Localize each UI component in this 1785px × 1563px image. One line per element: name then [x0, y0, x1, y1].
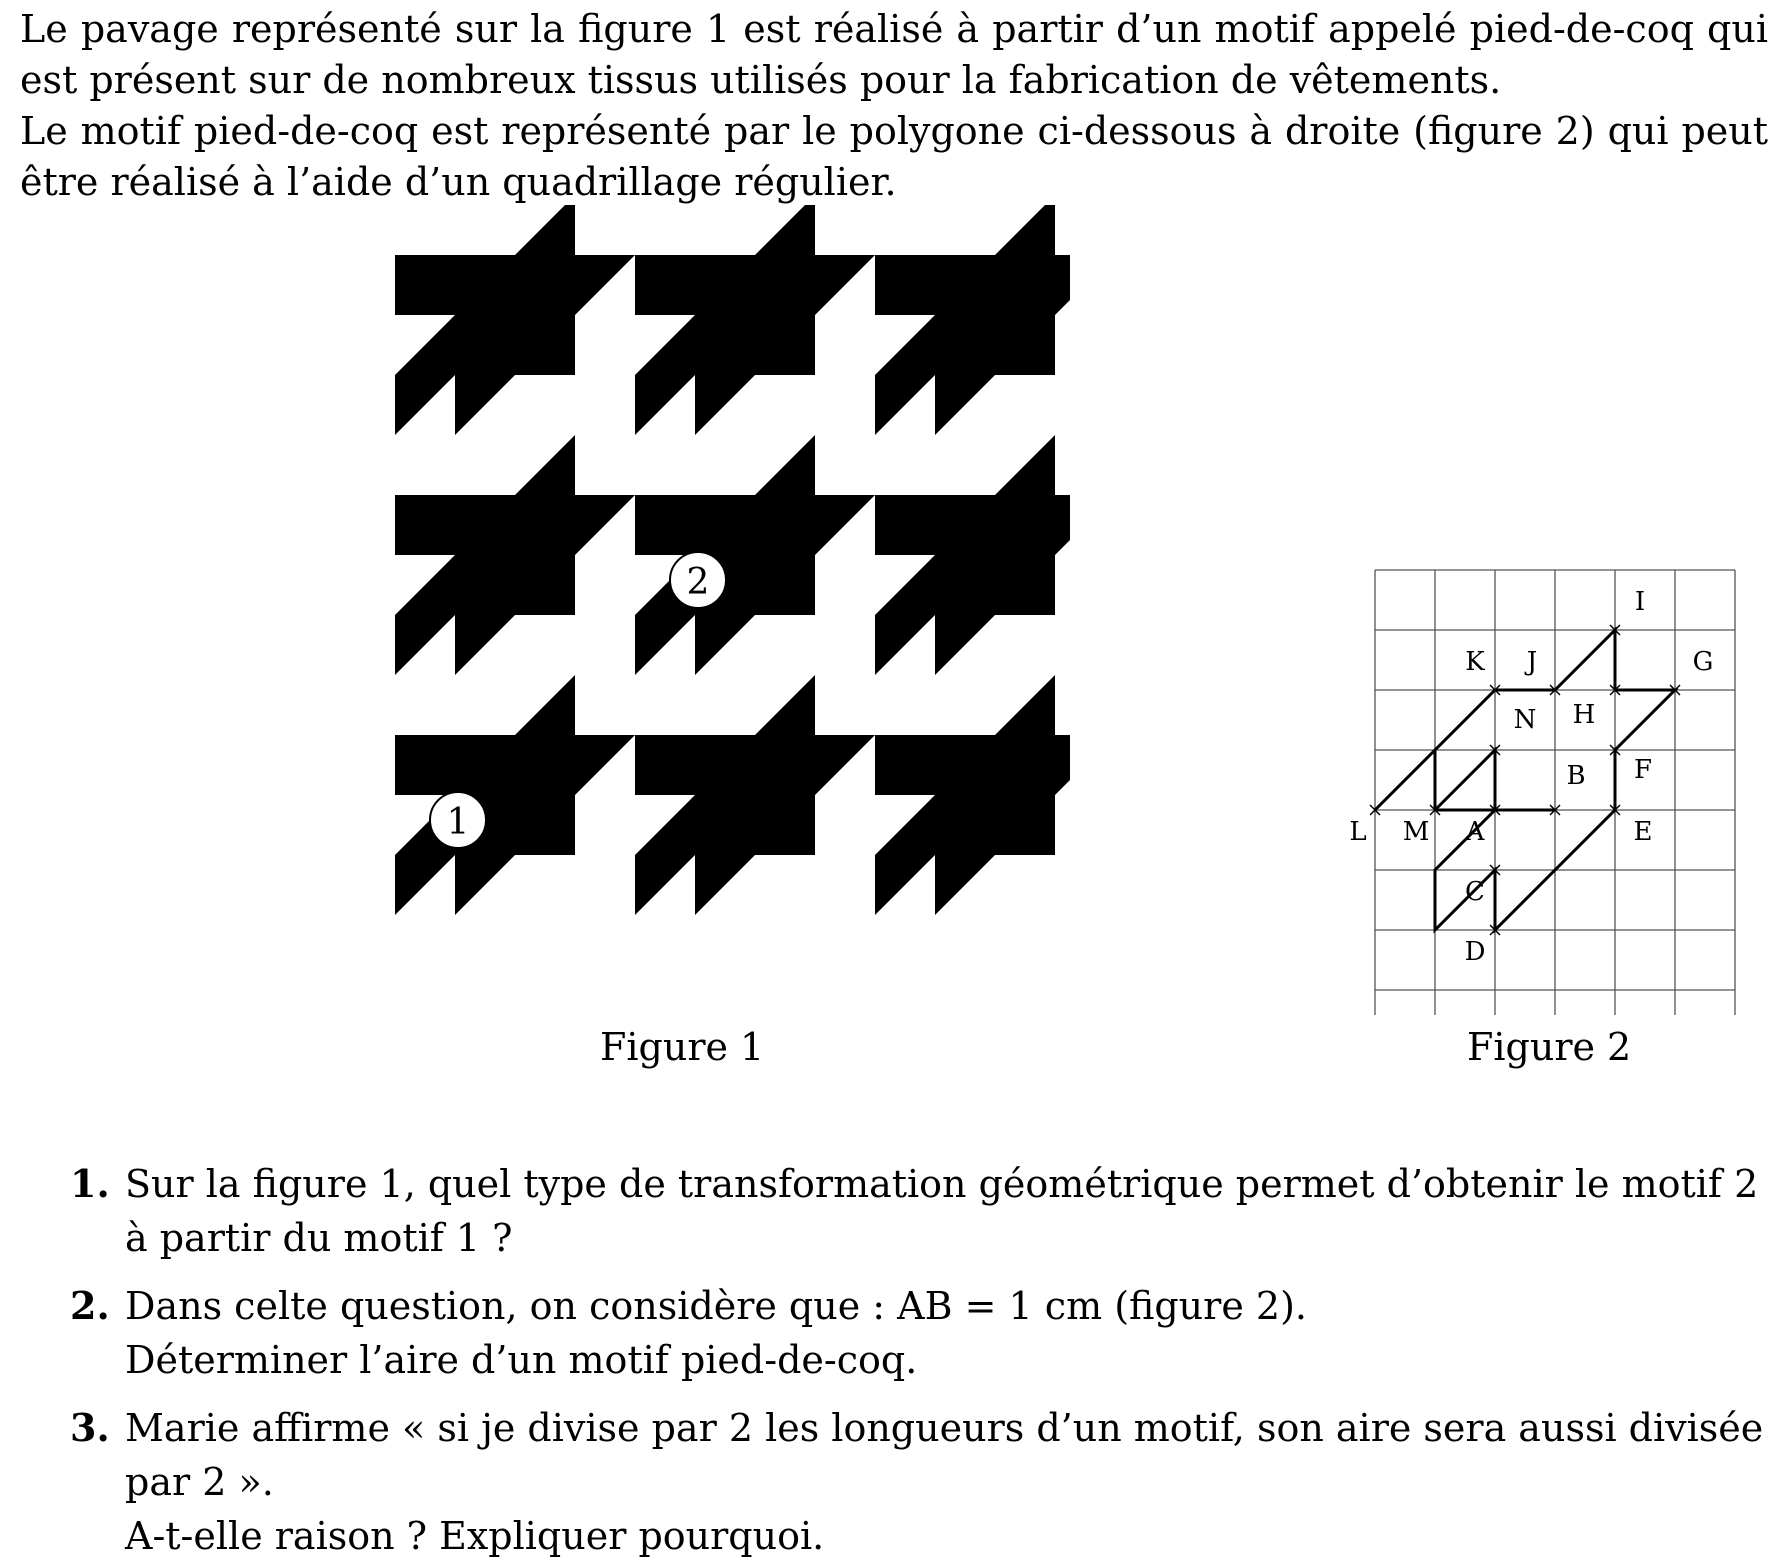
motif-tile — [395, 675, 635, 915]
question-text: Déterminer l’aire d’un motif pied-de-coq. — [125, 1338, 918, 1382]
point-label-c: C — [1465, 877, 1485, 907]
point-label-k: K — [1465, 647, 1485, 677]
point-label-j: J — [1526, 647, 1538, 677]
question-text: Dans celte question, on considère que : AB = 1 cm (figure 2). — [125, 1284, 1307, 1328]
questions-list — [70, 1157, 1765, 1563]
question-number: 1. — [70, 1161, 110, 1206]
motif-tile — [635, 205, 875, 435]
point-label-f: F — [1633, 755, 1653, 785]
intro-paragraph-2: Le motif pied-de-coq est représenté par le polygone ci-dessous à droite (figure 2) qui peut être réalisé à l’aide d’un quadrillage régulier. — [20, 109, 1768, 204]
motif-tiles — [395, 205, 1070, 915]
intro-paragraph-1: Le pavage représenté sur la figure 1 est réalisé à partir d’un motif appelé pied-de-coq qui est présent sur de nombreux tissus utilisés pour la fabrication de vêtements. — [20, 7, 1768, 102]
question-2 — [70, 1279, 1765, 1387]
motif-1-marker — [430, 792, 486, 848]
grid — [1375, 570, 1735, 1015]
motif-2-label: 2 — [686, 562, 710, 603]
point-label-h: H — [1572, 700, 1596, 730]
intro-text — [20, 4, 1768, 208]
question-text: Sur la figure 1, quel type de transformation géométrique permet d’obtenir le motif 2 à partir du motif 1 ? — [125, 1162, 1759, 1260]
motif-tile — [395, 435, 635, 675]
point-label-b: B — [1566, 761, 1586, 791]
figure-1-houndstooth-tiling — [270, 205, 1070, 1005]
motif-1-label: 1 — [446, 802, 470, 843]
motif-tile — [875, 675, 1070, 915]
question-3 — [70, 1401, 1765, 1563]
motif-tile — [635, 675, 875, 915]
point-label-d: D — [1464, 937, 1486, 967]
question-number: 2. — [70, 1283, 110, 1328]
figure-2-grid-polygon — [1330, 565, 1755, 1020]
question-text: A-t-elle raison ? Expliquer pourquoi. — [125, 1514, 825, 1558]
point-label-n: N — [1513, 705, 1537, 735]
question-text: Marie affirme « si je divise par 2 les longueurs d’un motif, son aire sera aussi divisée par 2 ». — [125, 1406, 1764, 1504]
point-labels — [1349, 587, 1713, 967]
point-label-a: A — [1465, 817, 1485, 847]
inner-edges — [1435, 750, 1555, 810]
point-label-i: I — [1634, 587, 1646, 617]
question-1 — [70, 1157, 1765, 1265]
point-label-l: L — [1349, 817, 1367, 847]
question-number: 3. — [70, 1405, 110, 1450]
point-label-m: M — [1402, 817, 1430, 847]
point-label-g: G — [1692, 647, 1714, 677]
motif-tile — [395, 205, 635, 435]
motif-tile — [875, 205, 1070, 435]
point-label-e: E — [1633, 817, 1653, 847]
motif-tile — [635, 435, 875, 675]
figure-2-caption: Figure 2 — [1467, 1025, 1632, 1069]
motif-tile — [875, 435, 1070, 675]
motif-2-marker — [670, 552, 726, 608]
houndstooth-polygon — [1375, 630, 1675, 930]
figure-1-caption: Figure 1 — [600, 1025, 765, 1069]
